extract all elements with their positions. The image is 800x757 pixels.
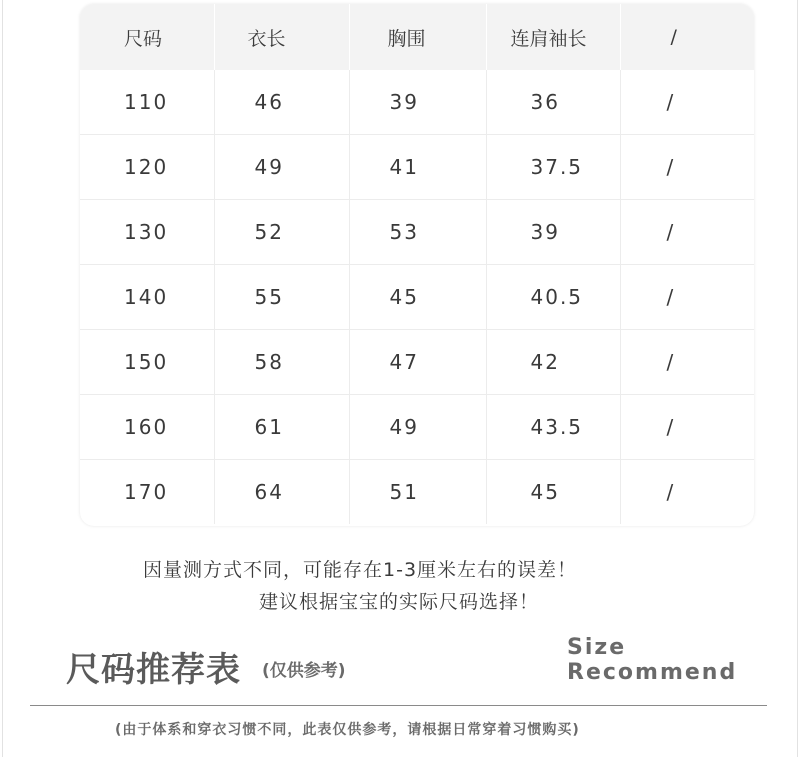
size-recommend-subtitle: (仅供参考) xyxy=(262,661,346,681)
table-row xyxy=(80,395,754,460)
size-recommend-title: 尺码推荐表 xyxy=(66,650,241,690)
size-table xyxy=(80,4,754,524)
cell-sleeve: 39 xyxy=(486,200,620,265)
cell-length: 46 xyxy=(214,70,349,135)
header-length: 衣长 xyxy=(214,4,349,70)
cell-length: 49 xyxy=(214,135,349,200)
cell-chest: 41 xyxy=(349,135,486,200)
cell-chest: 45 xyxy=(349,265,486,330)
cell-length: 61 xyxy=(214,395,349,460)
size-selection-note: 建议根据宝宝的实际尺码选择！ xyxy=(259,591,540,613)
header-extra: / xyxy=(620,4,754,70)
table-header-row xyxy=(80,4,754,70)
table-row xyxy=(80,200,754,265)
cell-chest: 53 xyxy=(349,200,486,265)
cell-sleeve: 40.5 xyxy=(486,265,620,330)
cell-extra: / xyxy=(620,330,754,395)
cell-length: 52 xyxy=(214,200,349,265)
cell-chest: 39 xyxy=(349,70,486,135)
cell-extra: / xyxy=(620,265,754,330)
cell-extra: / xyxy=(620,200,754,265)
cell-length: 55 xyxy=(214,265,349,330)
table-row xyxy=(80,135,754,200)
table-row xyxy=(80,460,754,525)
cell-size: 120 xyxy=(80,135,214,200)
size-table-card xyxy=(80,4,754,526)
divider-line xyxy=(30,705,767,706)
cell-extra: / xyxy=(620,395,754,460)
cell-size: 110 xyxy=(80,70,214,135)
cell-size: 150 xyxy=(80,330,214,395)
footer-disclaimer: (由于体系和穿衣习惯不同，此表仅供参考，请根据日常穿着习惯购买) xyxy=(115,722,580,738)
cell-extra: / xyxy=(666,480,676,504)
cell-extra: / xyxy=(620,70,754,135)
cell-length: 58 xyxy=(214,330,349,395)
header-sleeve: 连肩袖长 xyxy=(486,4,620,70)
english-line-recommend: Recommend xyxy=(567,660,738,685)
cell-length: 64 xyxy=(214,460,349,525)
cell-sleeve: 45 xyxy=(486,460,620,525)
cell-chest: 51 xyxy=(349,460,486,525)
cell-size: 140 xyxy=(80,265,214,330)
header-size: 尺码 xyxy=(80,4,214,70)
size-recommend-english xyxy=(567,635,737,685)
cell-sleeve: 37.5 xyxy=(486,135,620,200)
measurement-error-note: 因量测方式不同，可能存在1-3厘米左右的误差！ xyxy=(143,559,578,581)
right-border-line xyxy=(797,0,798,757)
english-line-size: Size xyxy=(567,635,627,660)
cell-sleeve: 36 xyxy=(486,70,620,135)
table-row xyxy=(80,265,754,330)
table-row xyxy=(80,70,754,135)
cell-size: 160 xyxy=(80,395,214,460)
cell-extra: / xyxy=(620,135,754,200)
cell-chest: 47 xyxy=(349,330,486,395)
left-border-line xyxy=(2,0,3,757)
header-chest: 胸围 xyxy=(349,4,486,70)
cell-chest: 49 xyxy=(349,395,486,460)
cell-size: 130 xyxy=(80,200,214,265)
cell-sleeve: 43.5 xyxy=(486,395,620,460)
table-row xyxy=(80,330,754,395)
cell-size: 170 xyxy=(80,460,214,525)
cell-sleeve: 42 xyxy=(486,330,620,395)
